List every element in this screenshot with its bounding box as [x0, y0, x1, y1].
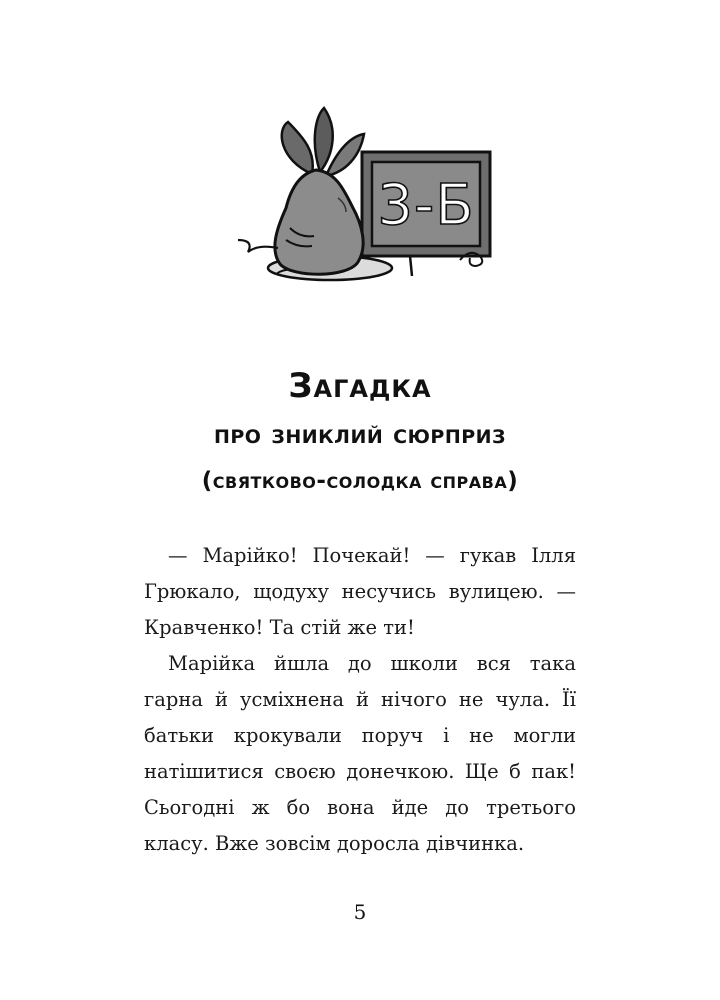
pear-tail — [238, 240, 278, 252]
board-label: 3-Б — [377, 173, 475, 238]
paragraph: — Марійко! Почекай! — гукав Ілля Грюкало, щодуху несучись вулицею. — Кравченко! Та стій же ти! — [144, 544, 576, 639]
pear-leaves — [282, 108, 364, 176]
chapter-title — [0, 360, 720, 504]
title-line-3: (святково-солодка справа) — [201, 468, 519, 494]
chalkboard — [362, 152, 490, 276]
page-number: 5 — [353, 900, 367, 924]
title-line-2: про зниклий сюрприз — [213, 419, 507, 450]
chapter-body — [144, 538, 576, 862]
pear-body — [275, 170, 363, 274]
title-line-1: Загадка — [288, 366, 432, 406]
paragraph: Марійка йшла до школи вся така гарна й усміхнена й нічого не чула. Її батьки крокували поруч і не могли натішитися своєю донечкою. Ще б пак! Сьогодні ж бо вона йде до третього класу. Вже зовсім доросла дівчинка. — [144, 652, 576, 855]
chapter-illustration — [220, 100, 510, 300]
